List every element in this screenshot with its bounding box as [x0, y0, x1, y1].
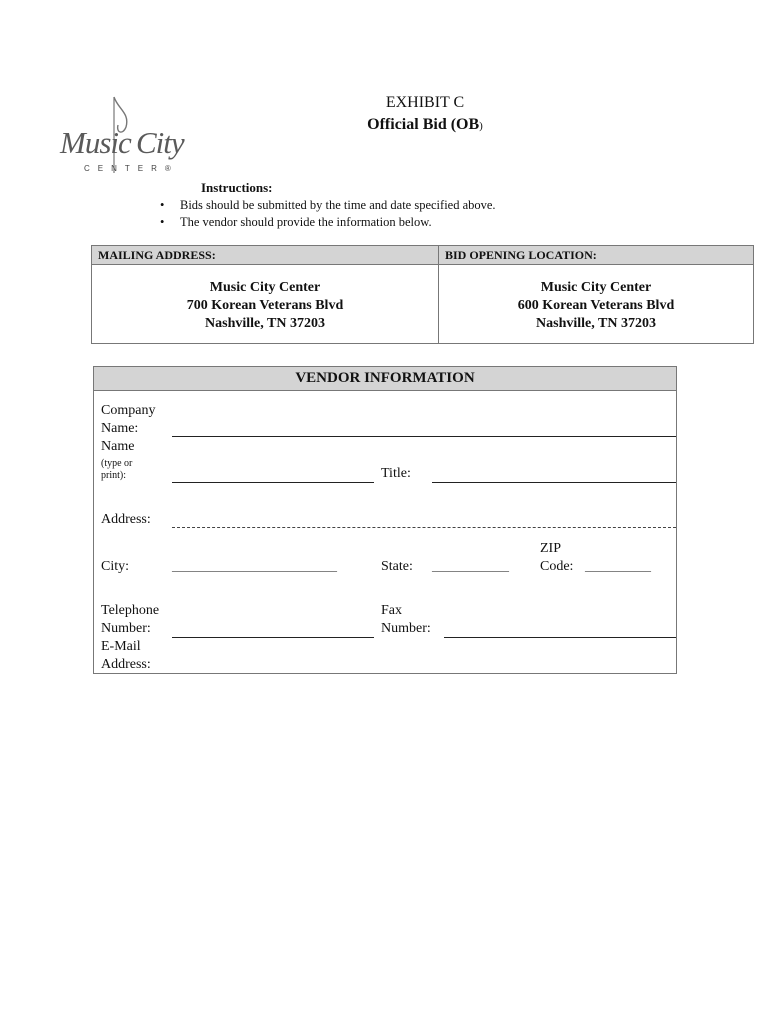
bid-opening-address: Music City Center 600 Korean Veterans Blvd Nashville, TN 37203	[517, 280, 675, 331]
exhibit-label: EXHIBIT C	[385, 94, 465, 111]
bullet-icon: •	[160, 215, 165, 229]
instruction-item: • The vendor should provide the information below.	[160, 215, 432, 229]
company-name-label: Company Name:	[101, 403, 156, 436]
city-label: City:	[101, 559, 130, 574]
bullet-icon: •	[160, 198, 165, 212]
logo-city-text: City	[136, 125, 184, 160]
address-field[interactable]	[172, 527, 676, 528]
email-field[interactable]	[172, 639, 676, 673]
mailing-address: Music City Center 700 Korean Veterans Blvd Nashville, TN 37203	[186, 280, 344, 331]
music-city-center-logo	[58, 95, 198, 185]
logo-music-text: Music	[60, 125, 131, 160]
state-field[interactable]: ______________	[432, 561, 509, 573]
company-name-field[interactable]	[172, 436, 676, 437]
fax-label: Fax Number:	[381, 603, 431, 636]
zip-label: ZIP Code:	[540, 541, 574, 574]
instructions-heading: Instructions:	[201, 180, 273, 195]
vendor-information-header: VENDOR INFORMATION	[94, 367, 676, 391]
vendor-information-table	[93, 366, 677, 674]
address-label: Address:	[101, 512, 151, 527]
email-label: E-Mail Address:	[101, 639, 151, 672]
zip-field[interactable]: ____________	[585, 561, 651, 573]
name-hint: (type or print):	[101, 458, 133, 481]
title-label: Title:	[381, 466, 411, 481]
title-field[interactable]	[432, 482, 676, 483]
name-label: Name	[101, 439, 135, 454]
city-field[interactable]: ______________________________	[172, 561, 337, 573]
address-table	[91, 245, 754, 344]
mailing-address-header: MAILING ADDRESS:	[92, 246, 438, 265]
fax-field[interactable]	[444, 637, 676, 638]
bid-opening-header: BID OPENING LOCATION:	[439, 246, 753, 265]
logo-center-text: CENTER®	[84, 164, 179, 173]
name-field[interactable]	[172, 482, 374, 483]
telephone-label: Telephone Number:	[101, 603, 160, 636]
telephone-field[interactable]	[172, 637, 374, 638]
state-label: State:	[381, 559, 413, 574]
instruction-item: • Bids should be submitted by the time and date specified above.	[160, 198, 496, 212]
page-title: Official Bid (OB)	[367, 116, 483, 133]
